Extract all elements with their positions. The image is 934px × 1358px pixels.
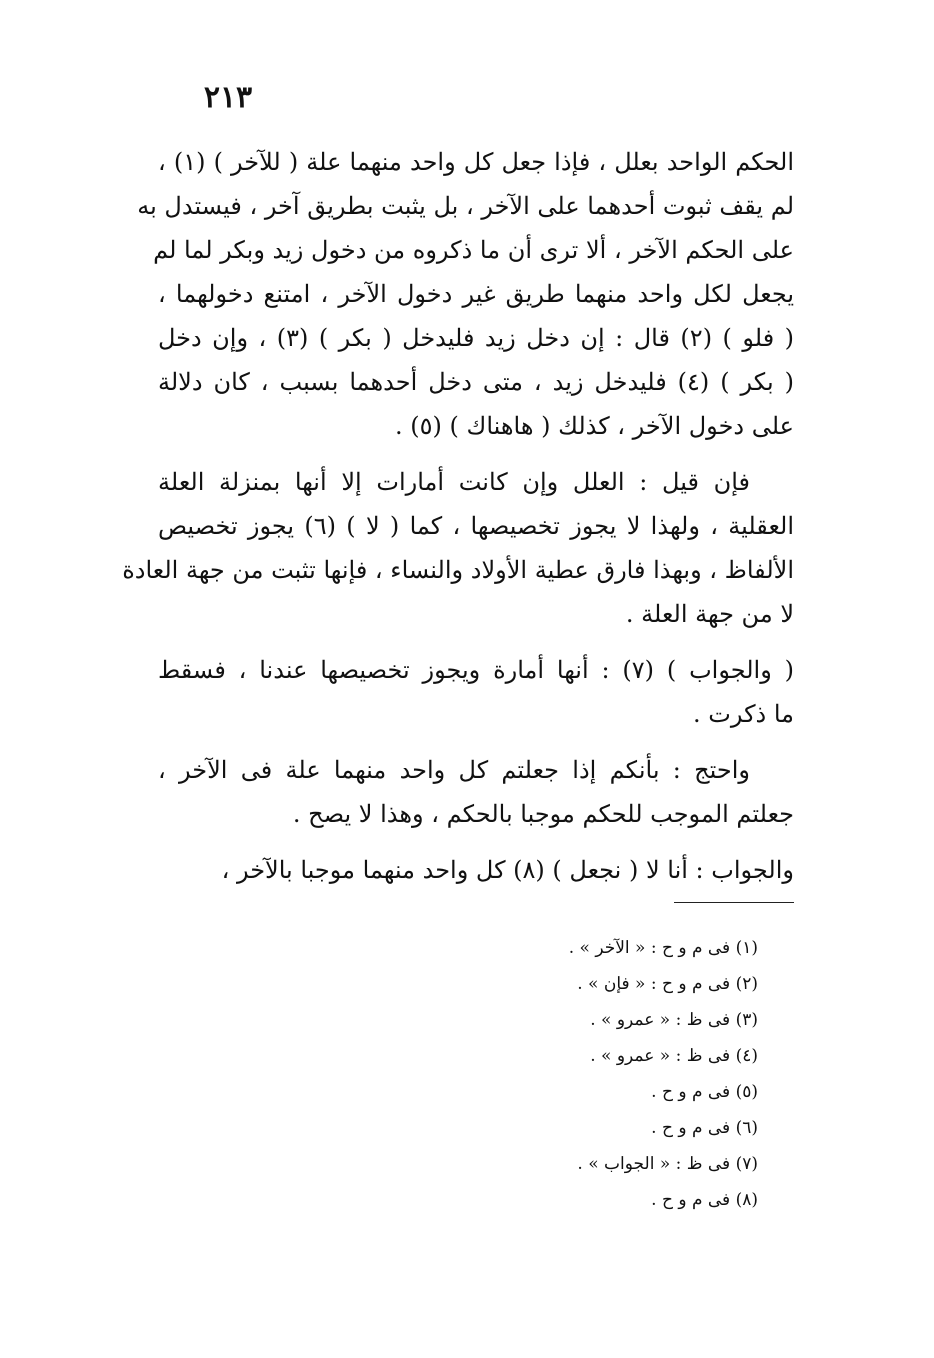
text-line: واحتج : بأنكم إذا جعلتم كل واحد منهما علة فى الآخر ، — [158, 756, 750, 784]
footnotes — [440, 930, 758, 1218]
text-line: على الحكم الآخر ، ألا ترى أن ما ذكروه من دخول زيد وبكر لما لم — [153, 236, 794, 264]
text-line: ما ذكرت . — [692, 700, 794, 728]
text-line: الحكم الواحد بعلل ، فإذا جعل كل واحد منهما علة ( للآخر ) (١) ، — [158, 148, 794, 176]
footnote: (١) فى م و ح : « الآخر » . — [568, 938, 758, 958]
text-line: فإن قيل : العلل وإن كانت أمارات إلا أنها بمنزلة العلة — [158, 468, 750, 496]
text-line: والجواب : أنا لا ( نجعل ) (٨) كل واحد منهما موجبا بالآخر ، — [221, 856, 794, 884]
text-line: على دخول الآخر ، كذلك ( هاهناك ) (٥) . — [395, 412, 794, 440]
text-line: العقلية ، ولهذا لا يجوز تخصيصها ، كما ( لا ) (٦) يجوز تخصيص — [158, 512, 794, 540]
text-line: لا من جهة العلة . — [625, 600, 794, 628]
footnote: (٦) فى م و ح . — [651, 1118, 758, 1138]
paragraph-4 — [158, 748, 794, 836]
footnote: (٢) فى م و ح : « فإن » . — [577, 974, 758, 994]
footnote: (٨) فى م و ح . — [651, 1190, 758, 1210]
text-line: جعلتم الموجب للحكم موجبا بالحكم ، وهذا لا يصح . — [292, 800, 794, 828]
paragraph-2 — [122, 460, 794, 636]
paragraph-5 — [158, 848, 794, 892]
main-text — [122, 140, 795, 904]
text-line: ( فلو ) (٢) قال : إن دخل زيد فليدخل ( بكر ) (٣) ، وإن دخل — [158, 324, 795, 352]
text-line: الألفاظ ، وبهذا فارق عطية الأولاد والنساء ، فإنها تثبت من جهة العادة — [122, 556, 794, 584]
footnote: (٣) فى ظ : « عمرو » . — [590, 1010, 758, 1030]
footnote: (٥) فى م و ح . — [651, 1082, 758, 1102]
footnote: (٤) فى ظ : « عمرو » . — [590, 1046, 758, 1066]
footnote: (٧) فى ظ : « الجواب » . — [577, 1154, 758, 1174]
text-line: ( والجواب ) (٧) : أنها أمارة ويجوز تخصيصها عندنا ، فسقط — [158, 656, 794, 684]
text-line: لم يقف ثبوت أحدهما على الآخر ، بل يثبت بطريق آخر ، فيستدل به — [137, 192, 794, 220]
text-line: يجعل لكل واحد منهما طريق غير دخول الآخر ، امتنع دخولهما ، — [158, 280, 794, 308]
page-number: ٢١٣ — [203, 80, 253, 115]
footnote-divider — [674, 902, 794, 903]
paragraph-3 — [158, 648, 794, 736]
paragraph-1 — [137, 140, 795, 448]
text-line: ( بكر ) (٤) فليدخل زيد ، متى دخل أحدهما بسبب ، كان دلالة — [158, 368, 795, 396]
